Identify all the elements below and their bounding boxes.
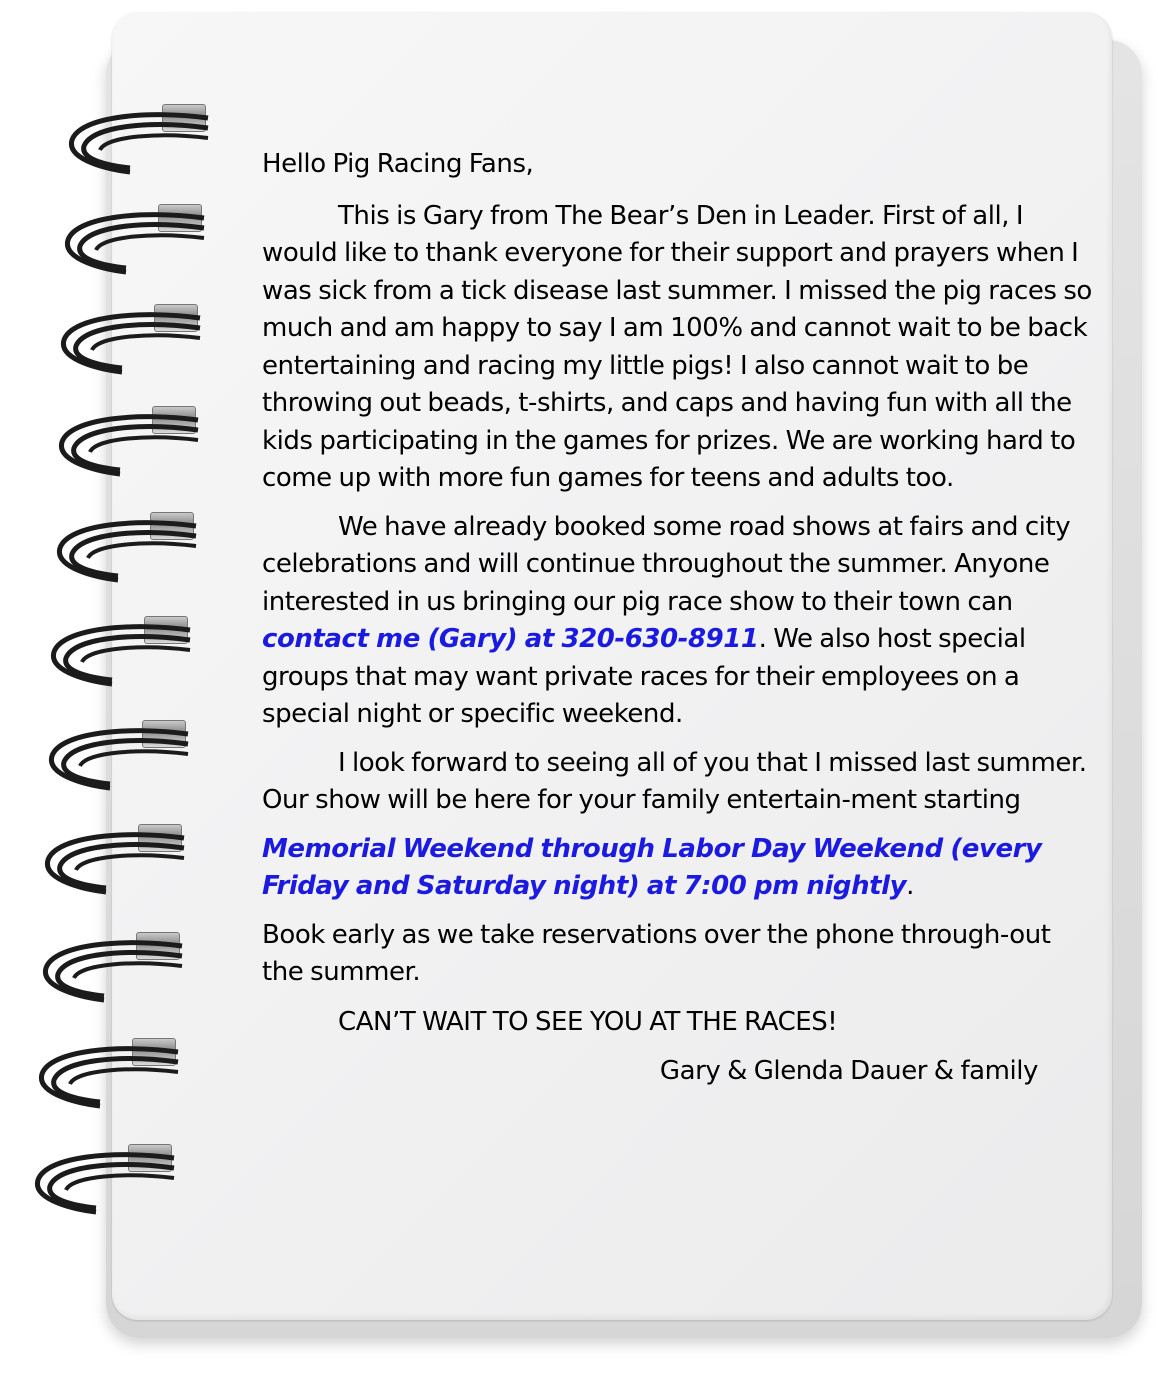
shows-text: We have already booked some road shows at fairs and city celebrations and will continue throughout the summer. Anyone interested in us bringing our pig race show to their town can	[262, 511, 1071, 617]
season-dates-text: Memorial Weekend through Labor Day Weekend (every Friday and Saturday night) at 7:00 pm nightly	[262, 833, 1042, 901]
spiral-wire-icon	[28, 508, 228, 588]
spiral-wire-icon	[20, 716, 220, 796]
contact-phone: contact me (Gary) at 320-630-8911	[262, 624, 759, 654]
letter-paragraph-shows	[262, 509, 1092, 734]
spiral-wire-icon	[40, 100, 240, 180]
closing-cheer: CAN’T WAIT TO SEE YOU AT THE RACES!	[338, 1006, 838, 1037]
shows-text-after: . We also host special groups that may want private races for their employees on a special night or specific weekend.	[262, 624, 1026, 729]
spiral-wire-icon	[14, 928, 214, 1008]
spiral-ring	[28, 508, 228, 588]
spiral-wire-icon	[6, 1140, 206, 1220]
letter-greeting: Hello Pig Racing Fans,	[262, 149, 534, 179]
spiral-wire-icon	[36, 200, 236, 280]
letter-paragraph-thanks: This is Gary from The Bear’s Den in Leader. First of all, I would like to thank everyone for their support and prayers when I was sick from a tick disease last summer. I missed the pig races so much and am happy to say I am 100% and cannot wait to be back entertaining and racing my little pigs! I also cannot wait to be throwing out beads, t-shirts, and caps and having fun with all the kids participating in the games for prizes. We are working hard to come up with more fun games for teens and adults too.	[262, 200, 1092, 493]
spiral-wire-icon	[16, 820, 216, 900]
season-dates	[262, 831, 1092, 906]
signature: Gary & Glenda Dauer & family	[659, 1056, 1038, 1086]
spiral-ring	[6, 1140, 206, 1220]
spiral-ring	[40, 100, 240, 180]
spiral-ring	[16, 820, 216, 900]
spiral-ring	[22, 612, 222, 692]
spiral-ring	[36, 200, 236, 280]
spiral-wire-icon	[22, 612, 222, 692]
spiral-ring	[32, 300, 232, 380]
spiral-wire-icon	[32, 300, 232, 380]
letter-paragraph-look-forward: I look forward to seeing all of you that I missed last summer. Our show will be here for your family entertain-ment starting	[262, 747, 1087, 815]
spiral-wire-icon	[30, 402, 230, 482]
spiral-ring	[10, 1034, 210, 1114]
spiral-wire-icon	[10, 1034, 210, 1114]
spiral-ring	[14, 928, 214, 1008]
booking-note: Book early as we take reservations over the phone through-out the summer.	[262, 919, 1051, 987]
letter-body	[262, 146, 1092, 1091]
season-dates-period: .	[906, 871, 914, 901]
spiral-ring	[20, 716, 220, 796]
spiral-ring	[30, 402, 230, 482]
